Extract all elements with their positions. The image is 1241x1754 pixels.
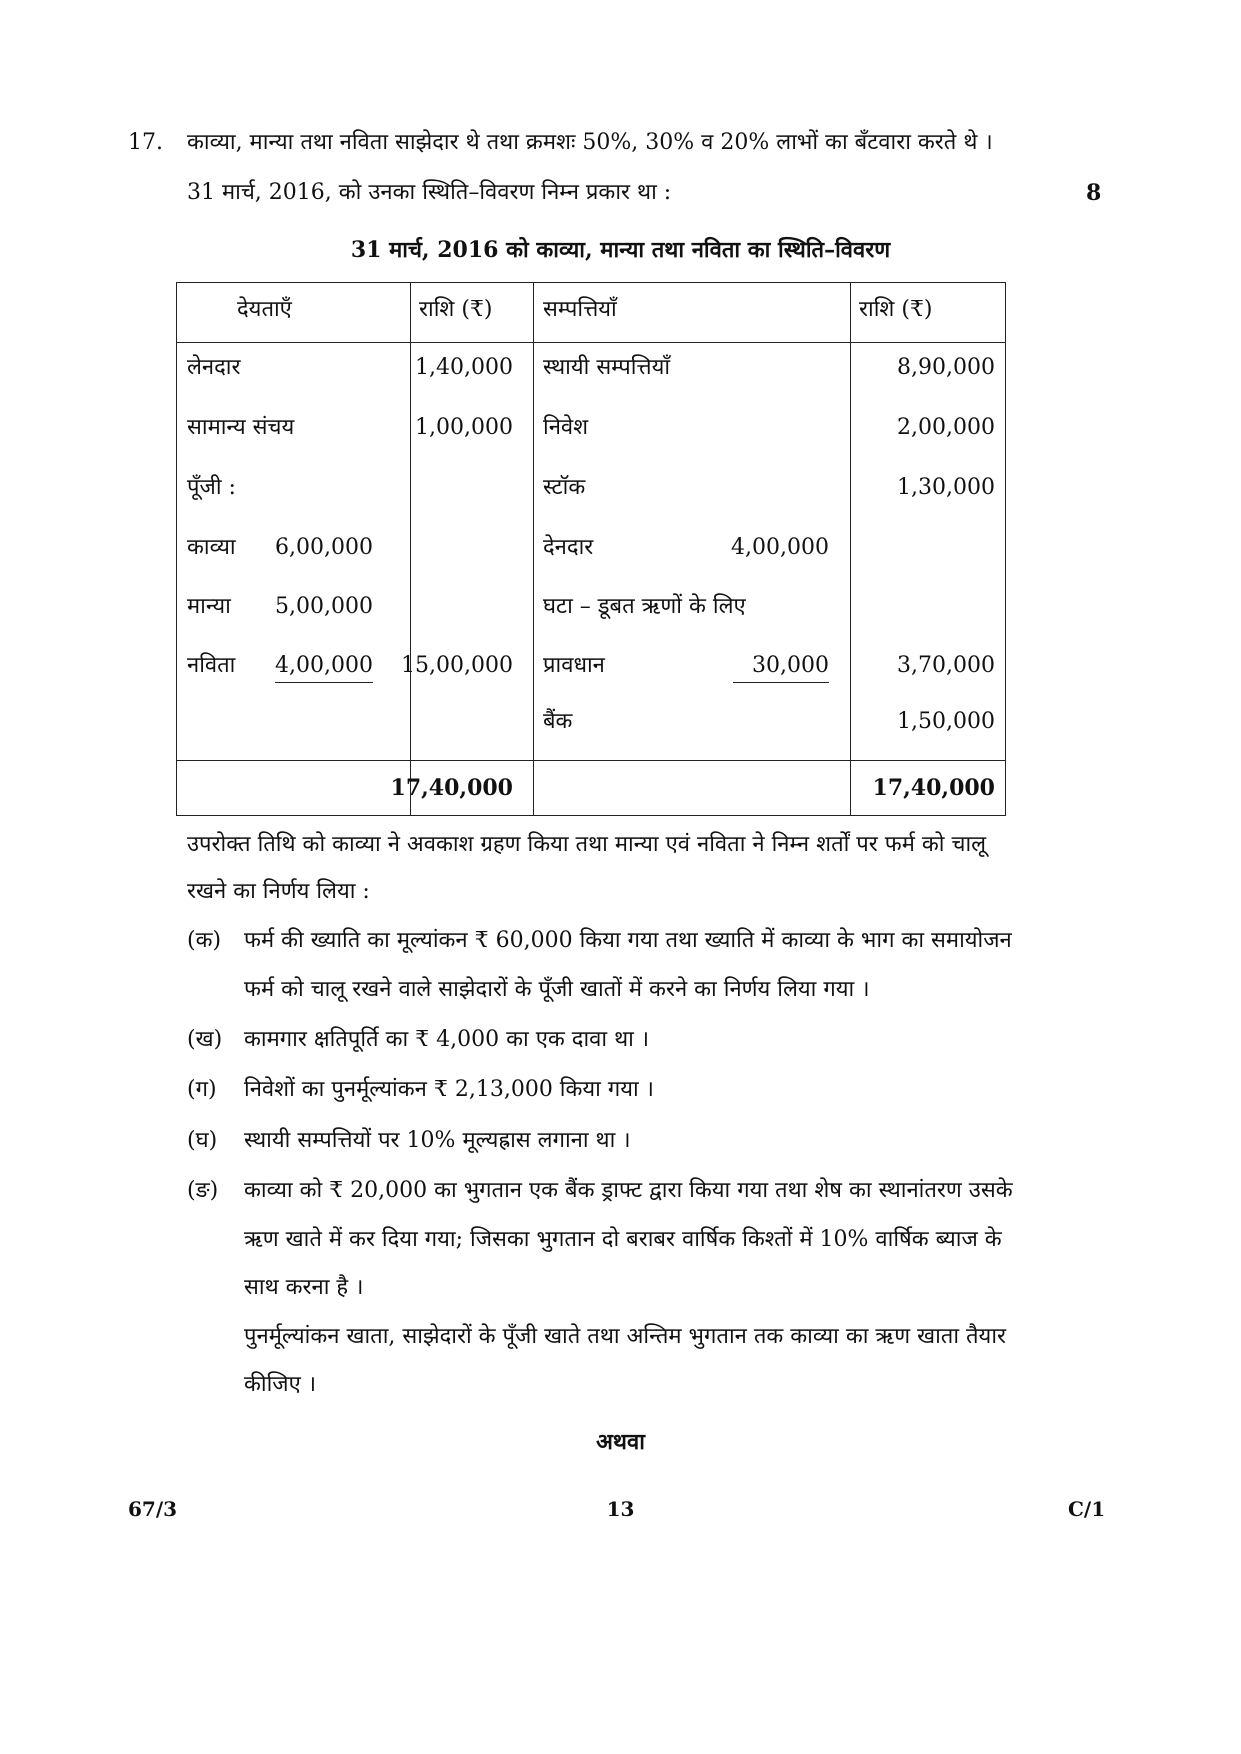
footer-paper-code: 67/3 [128, 1497, 178, 1521]
column-divider [533, 283, 534, 815]
debtors-label: देनदार [543, 535, 594, 560]
header-divider [177, 342, 1005, 343]
debtors-value: 4,00,000 [731, 535, 829, 560]
bank-label: बैंक [543, 709, 573, 734]
column-divider [850, 283, 851, 815]
column-divider [410, 283, 411, 815]
header-amount-left: राशि (₹) [419, 297, 493, 322]
header-liabilities: देयताएँ [237, 297, 292, 322]
item-ka-line-1: फर्म की ख्याति का मूल्यांकन ₹ 60,000 किया गया तथा ख्याति में काव्या के भाग का समायोजन [244, 928, 1012, 953]
instruction-line-1: पुनर्मूल्यांकन खाता, साझेदारों के पूँजी खाते तथा अन्तिम भुगतान तक काव्या का ऋण खाता तैयार [244, 1324, 1007, 1349]
capital-label: पूँजी : [187, 475, 236, 500]
question-text-line-2: 31 मार्च, 2016, को उनका स्थिति–विवरण निम्न प्रकार था : [187, 180, 672, 205]
general-reserve-amount: 1,00,000 [415, 415, 513, 440]
navita-capital-label: नविता [187, 653, 236, 678]
manya-capital-value: 5,00,000 [275, 594, 373, 619]
fixed-assets-label: स्थायी सम्पत्तियाँ [543, 355, 671, 380]
kavya-capital-value: 6,00,000 [275, 535, 373, 560]
intro-line-1: उपरोक्त तिथि को काव्या ने अवकाश ग्रहण किया तथा मान्या एवं नविता ने निम्न शर्तों पर फर्म को चालू [187, 832, 987, 857]
or-separator: अथवा [596, 1429, 645, 1455]
instruction-line-2: कीजिए । [244, 1372, 317, 1397]
total-divider [177, 760, 1005, 761]
question-text-line-1: काव्या, मान्या तथा नविता साझेदार थे तथा क्रमशः 50%, 30% व 20% लाभों का बँटवारा करते थे । [187, 130, 993, 155]
footer-set-code: C/1 [1068, 1497, 1106, 1521]
header-amount-right: राशि (₹) [859, 297, 933, 322]
item-label-nga: (ङ) [187, 1178, 219, 1203]
item-label-gha: (घ) [187, 1128, 218, 1153]
investments-label: निवेश [543, 415, 589, 440]
creditors-amount: 1,40,000 [415, 355, 513, 380]
header-assets: सम्पत्तियाँ [543, 297, 617, 322]
total-assets: 17,40,000 [872, 775, 995, 801]
stock-label: स्टॉक [543, 475, 586, 500]
capital-total: 15,00,000 [401, 653, 513, 678]
item-nga-line-3: साथ करना है । [244, 1275, 364, 1300]
item-nga-line-2: ऋण खाते में कर दिया गया; जिसका भुगतान दो बराबर वार्षिक किश्तों में 10% वार्षिक ब्याज के [244, 1227, 1002, 1252]
item-gha-line-1: स्थायी सम्पत्तियों पर 10% मूल्यह्रास लगाना था । [244, 1128, 631, 1153]
navita-capital-value: 4,00,000 [275, 651, 373, 683]
general-reserve-label: सामान्य संचय [187, 415, 295, 440]
question-marks: 8 [1086, 180, 1102, 206]
stock-amount: 1,30,000 [897, 475, 995, 500]
kavya-capital-label: काव्या [187, 535, 236, 560]
item-label-ka: (क) [187, 928, 222, 953]
creditors-label: लेनदार [187, 355, 241, 380]
investments-amount: 2,00,000 [897, 415, 995, 440]
less-provision-label: घटा – डूबत ऋणों के लिए [543, 594, 746, 619]
total-liabilities: 17,40,000 [390, 775, 513, 801]
item-ga-line-1: निवेशों का पुनर्मूल्यांकन ₹ 2,13,000 किया गया । [244, 1077, 655, 1102]
balance-sheet-title: 31 मार्च, 2016 को काव्या, मान्या तथा नविता का स्थिति–विवरण [350, 237, 891, 263]
intro-line-2: रखने का निर्णय लिया : [187, 879, 370, 904]
question-number: 17. [128, 130, 163, 155]
item-ka-line-2: फर्म को चालू रखने वाले साझेदारों के पूँजी खातों में करने का निर्णय लिया गया । [244, 977, 870, 1002]
provision-label: प्रावधान [543, 653, 605, 678]
provision-value: 30,000 [733, 651, 829, 683]
fixed-assets-amount: 8,90,000 [897, 355, 995, 380]
balance-sheet-table [176, 282, 1006, 816]
item-nga-line-1: काव्या को ₹ 20,000 का भुगतान एक बैंक ड्राफ्ट द्वारा किया गया तथा शेष का स्थानांतरण उसके [244, 1178, 1013, 1203]
footer-page-number: 13 [606, 1497, 635, 1521]
item-label-kha: (ख) [187, 1027, 223, 1052]
net-debtors-amount: 3,70,000 [897, 653, 995, 678]
item-label-ga: (ग) [187, 1077, 217, 1102]
manya-capital-label: मान्या [187, 594, 231, 619]
item-kha-line-1: कामगार क्षतिपूर्ति का ₹ 4,000 का एक दावा था । [244, 1027, 650, 1052]
bank-amount: 1,50,000 [897, 709, 995, 734]
